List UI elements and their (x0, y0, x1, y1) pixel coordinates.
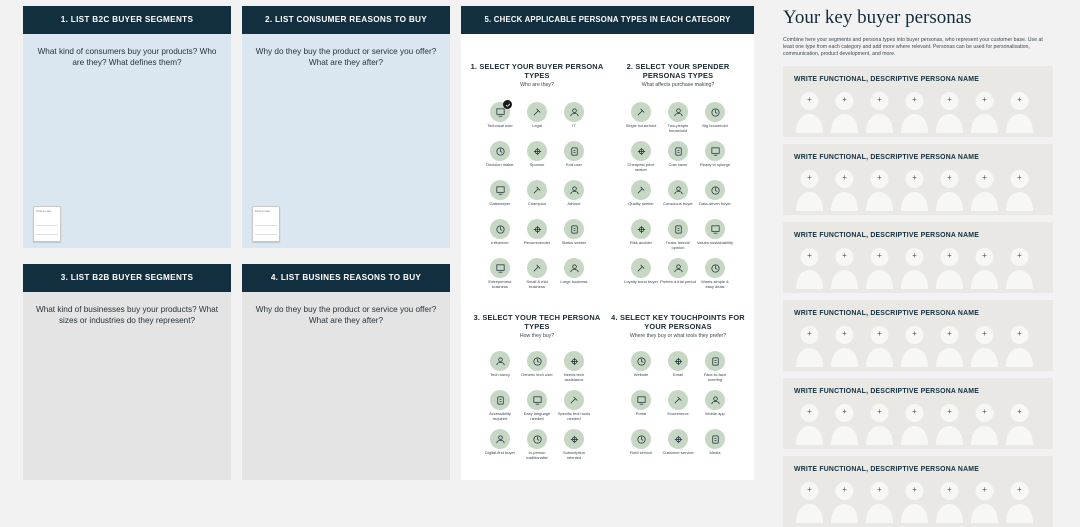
plus-icon: + (877, 95, 882, 104)
category-title: 4. SELECT KEY TOUCHPOINTS FOR YOUR PERSONAS (611, 313, 745, 331)
add-persona-slot[interactable] (1004, 480, 1035, 523)
plus-icon: + (1017, 485, 1022, 494)
persona-type-label: Mobile app (705, 411, 725, 416)
persona-type-option[interactable] (660, 351, 697, 390)
persona-type-label: Conscious buyer (663, 201, 693, 206)
persona-type-label: Values sustainability (697, 240, 733, 245)
add-persona-slot[interactable] (899, 324, 930, 367)
plus-icon: + (982, 173, 987, 182)
category-title: 3. SELECT YOUR TECH PERSONA TYPES (473, 313, 601, 331)
persona-type-option[interactable] (660, 141, 697, 180)
persona-type-label: Loyalty bond buyer (624, 279, 658, 284)
add-persona-slot[interactable] (829, 168, 860, 211)
panel-body[interactable] (242, 34, 450, 248)
persona-type-label: Subscription oriented (562, 450, 585, 460)
persona-type-icon (564, 351, 584, 371)
persona-type-option[interactable] (519, 219, 556, 258)
persona-type-option[interactable] (660, 390, 697, 429)
persona-card[interactable] (783, 66, 1053, 137)
plus-icon: + (842, 329, 847, 338)
plus-icon: + (947, 329, 952, 338)
persona-type-option[interactable] (482, 351, 519, 390)
persona-type-icon (527, 258, 547, 278)
persona-name-field[interactable]: WRITE FUNCTIONAL, DESCRIPTIVE PERSONA NAME (794, 310, 980, 317)
panel-consumer-reasons (242, 6, 450, 248)
persona-type-icon (564, 390, 584, 410)
panel-question: What kind of consumers buy your products? Who are they? What defines them? (37, 47, 217, 67)
persona-type-option[interactable] (623, 219, 660, 258)
icon-grid-tech (467, 351, 607, 468)
icon-grid-spender (608, 102, 748, 297)
persona-type-label: Cost saver (668, 162, 688, 167)
persona-type-option[interactable] (660, 180, 697, 219)
persona-type-option[interactable] (697, 351, 734, 390)
persona-type-label: Ecommerce (667, 411, 689, 416)
sheet-title: 5. CHECK APPLICABLE PERSONA TYPES IN EACH CATEGORY (461, 6, 754, 34)
persona-type-icon (631, 390, 651, 410)
persona-type-label: Two-people household (667, 123, 689, 133)
persona-type-option[interactable] (697, 102, 734, 141)
persona-type-icon (490, 219, 510, 239)
persona-slots (794, 246, 1035, 289)
persona-type-option[interactable] (519, 141, 556, 180)
persona-card[interactable] (783, 456, 1053, 527)
icon-grid-buyer (467, 102, 607, 297)
persona-type-label: Trusts friends' opinion (665, 240, 691, 250)
persona-slots (794, 168, 1035, 211)
add-persona-slot[interactable] (794, 90, 825, 133)
plus-icon: + (877, 329, 882, 338)
persona-type-icon (705, 258, 725, 278)
sticky-note[interactable] (33, 206, 61, 242)
persona-type-label: Cheapest price seeker (627, 162, 655, 172)
persona-type-option[interactable] (556, 180, 593, 219)
panel-question: What kind of businesses buy your products? What sizes or industries do they represent? (35, 305, 219, 325)
add-persona-slot[interactable] (829, 402, 860, 445)
plus-icon: + (912, 485, 917, 494)
add-persona-slot[interactable] (899, 246, 930, 289)
persona-type-option[interactable] (556, 102, 593, 141)
plus-icon: + (947, 251, 952, 260)
persona-type-label: Influencer (491, 240, 509, 245)
persona-type-icon (490, 258, 510, 278)
persona-type-label: Face-to-face meeting (703, 372, 727, 382)
persona-type-label: Website (633, 372, 649, 377)
persona-name-field[interactable]: WRITE FUNCTIONAL, DESCRIPTIVE PERSONA NAME (794, 76, 980, 83)
persona-type-icon (490, 180, 510, 200)
persona-type-label: Quality seeker (628, 201, 654, 206)
add-persona-slot[interactable] (969, 246, 1000, 289)
add-persona-slot[interactable] (829, 246, 860, 289)
persona-name-field[interactable]: WRITE FUNCTIONAL, DESCRIPTIVE PERSONA NAME (794, 388, 980, 395)
persona-type-label: Accessibility required (489, 411, 511, 421)
persona-type-label: Single household (625, 123, 657, 128)
persona-card[interactable] (783, 144, 1053, 215)
plus-icon: + (877, 251, 882, 260)
category-tech-types (467, 313, 607, 339)
sticky-note[interactable] (252, 206, 280, 242)
add-persona-slot[interactable] (934, 246, 965, 289)
persona-type-label: Prefers a trial period (659, 279, 696, 284)
persona-type-icon (668, 219, 688, 239)
plus-icon: + (912, 251, 917, 260)
panel-body[interactable] (23, 34, 231, 248)
add-persona-slot[interactable] (934, 324, 965, 367)
add-persona-slot[interactable] (794, 480, 825, 523)
persona-type-option[interactable] (697, 429, 734, 468)
persona-type-icon (705, 141, 725, 161)
plus-icon: + (842, 95, 847, 104)
persona-type-icon (631, 351, 651, 371)
add-persona-slot[interactable] (969, 402, 1000, 445)
persona-type-option[interactable] (519, 180, 556, 219)
plus-icon: + (982, 485, 987, 494)
add-persona-slot[interactable] (1004, 90, 1035, 133)
plus-icon: + (982, 329, 987, 338)
plus-icon: + (982, 95, 987, 104)
panel-b2b-segments (23, 264, 231, 480)
add-persona-slot[interactable] (934, 168, 965, 211)
persona-type-icon (631, 429, 651, 449)
persona-type-label: Portal (635, 411, 647, 416)
add-persona-slot[interactable] (829, 480, 860, 523)
persona-type-option[interactable] (697, 141, 734, 180)
persona-type-icon (631, 219, 651, 239)
persona-type-icon (631, 102, 651, 122)
plus-icon: + (842, 173, 847, 182)
persona-name-field[interactable]: WRITE FUNCTIONAL, DESCRIPTIVE PERSONA NAME (794, 466, 980, 473)
plus-icon: + (912, 173, 917, 182)
note-label: Post-it note (36, 209, 52, 213)
persona-type-icon (705, 351, 725, 371)
persona-type-option[interactable] (660, 258, 697, 297)
persona-type-option[interactable] (697, 180, 734, 219)
persona-type-icon (668, 390, 688, 410)
add-persona-slot[interactable] (899, 480, 930, 523)
plus-icon: + (912, 95, 917, 104)
persona-type-label: Champion (527, 201, 547, 206)
plus-icon: + (982, 251, 987, 260)
persona-name-field[interactable]: WRITE FUNCTIONAL, DESCRIPTIVE PERSONA NAME (794, 232, 980, 239)
plus-icon: + (842, 485, 847, 494)
plus-icon: + (807, 173, 812, 182)
plus-icon: + (912, 329, 917, 338)
add-persona-slot[interactable] (934, 402, 965, 445)
persona-type-icon (490, 390, 510, 410)
persona-type-icon (564, 429, 584, 449)
category-subtitle: How they buy? (519, 333, 555, 339)
category-subtitle: What affects purchase making? (641, 82, 715, 88)
add-persona-slot[interactable] (864, 402, 895, 445)
persona-type-option[interactable] (660, 429, 697, 468)
plus-icon: + (982, 407, 987, 416)
plus-icon: + (1017, 407, 1022, 416)
panel-title: 3. LIST B2B BUYER SEGMENTS (23, 264, 231, 292)
plus-icon: + (842, 251, 847, 260)
persona-type-icon (668, 258, 688, 278)
persona-slots (794, 480, 1035, 523)
plus-icon: + (1017, 173, 1022, 182)
persona-type-option[interactable] (482, 258, 519, 297)
persona-type-icon (668, 351, 688, 371)
plus-icon: + (807, 485, 812, 494)
persona-type-label: Large business (560, 279, 588, 284)
persona-type-icon (527, 429, 547, 449)
persona-type-label: IT (572, 123, 576, 128)
persona-type-icon (668, 429, 688, 449)
persona-type-icon (527, 180, 547, 200)
persona-type-icon (631, 180, 651, 200)
plus-icon: + (947, 485, 952, 494)
persona-type-label: Sponsor (529, 162, 545, 167)
add-persona-slot[interactable] (794, 402, 825, 445)
persona-type-icon (705, 429, 725, 449)
persona-type-icon (564, 258, 584, 278)
add-persona-slot[interactable] (969, 168, 1000, 211)
persona-type-label: Wants simple & easy deals (701, 279, 729, 289)
persona-type-option[interactable] (623, 141, 660, 180)
persona-type-option[interactable] (482, 180, 519, 219)
persona-type-icon (631, 258, 651, 278)
plus-icon: + (877, 485, 882, 494)
panel-business-reasons (242, 264, 450, 480)
plus-icon: + (877, 173, 882, 182)
persona-type-label: Gatekeeper (489, 201, 511, 206)
persona-type-option[interactable] (623, 390, 660, 429)
persona-type-option[interactable] (482, 429, 519, 468)
add-persona-slot[interactable] (829, 90, 860, 133)
persona-name-field[interactable]: WRITE FUNCTIONAL, DESCRIPTIVE PERSONA NAME (794, 154, 980, 161)
persona-type-icon (668, 180, 688, 200)
persona-type-option[interactable] (623, 258, 660, 297)
persona-type-option[interactable] (519, 390, 556, 429)
persona-type-label: Status seeker (561, 240, 587, 245)
persona-card[interactable] (783, 378, 1053, 449)
add-persona-slot[interactable] (864, 324, 895, 367)
persona-type-option[interactable] (556, 351, 593, 390)
add-persona-slot[interactable] (969, 90, 1000, 133)
persona-type-option[interactable] (697, 219, 734, 258)
persona-card[interactable] (783, 222, 1053, 293)
add-persona-slot[interactable] (934, 480, 965, 523)
persona-type-icon (527, 219, 547, 239)
persona-type-option[interactable] (697, 258, 734, 297)
plus-icon: + (947, 95, 952, 104)
persona-type-icon (564, 180, 584, 200)
persona-type-icon (668, 141, 688, 161)
category-touchpoints (608, 313, 748, 339)
persona-slots (794, 90, 1035, 133)
persona-type-label: Field service (629, 450, 653, 455)
add-persona-slot[interactable] (1004, 324, 1035, 367)
persona-type-label: Easy language needed (523, 411, 551, 421)
panel-title: 1. LIST B2C BUYER SEGMENTS (23, 6, 231, 34)
personas-title: Your key buyer personas (783, 7, 972, 28)
persona-type-option[interactable] (660, 102, 697, 141)
persona-type-label: Media (709, 450, 721, 455)
add-persona-slot[interactable] (864, 246, 895, 289)
persona-type-option[interactable] (697, 390, 734, 429)
personas-description: Combine here your segments and persona types into buyer personas, who represent your customer base. Use at least one type from each category and add more where relevant. Personas can be used for personalisation, communication, product development, and more. (783, 37, 1043, 57)
add-persona-slot[interactable] (969, 480, 1000, 523)
persona-type-label: Advisor (567, 201, 581, 206)
persona-type-option[interactable] (519, 351, 556, 390)
persona-type-option[interactable] (623, 351, 660, 390)
persona-type-label: Generic tech user (521, 372, 553, 377)
persona-type-option[interactable] (556, 141, 593, 180)
persona-type-label: Legal (532, 123, 542, 128)
persona-type-label: Needs tech assistance (563, 372, 585, 382)
persona-type-label: Entrepreneur business (488, 279, 512, 289)
add-persona-slot[interactable] (794, 168, 825, 211)
category-buyer-types (467, 62, 607, 88)
persona-type-label: Decision maker (486, 162, 514, 167)
add-persona-slot[interactable] (829, 324, 860, 367)
add-persona-slot[interactable] (794, 246, 825, 289)
persona-type-option[interactable] (519, 429, 556, 468)
plus-icon: + (807, 407, 812, 416)
persona-type-option[interactable] (623, 180, 660, 219)
persona-slots (794, 324, 1035, 367)
plus-icon: + (947, 173, 952, 182)
plus-icon: + (842, 407, 847, 416)
plus-icon: + (947, 407, 952, 416)
add-persona-slot[interactable] (899, 168, 930, 211)
check-icon (503, 100, 512, 109)
icon-grid-touchpoints (608, 351, 748, 468)
persona-type-label: Digital-first buyer (484, 450, 515, 455)
add-persona-slot[interactable] (899, 402, 930, 445)
persona-type-label: Big household (702, 123, 728, 128)
add-persona-slot[interactable] (1004, 246, 1035, 289)
persona-type-label: End user (565, 162, 582, 167)
plus-icon: + (807, 95, 812, 104)
plus-icon: + (877, 407, 882, 416)
panel-title: 4. LIST BUSINES REASONS TO BUY (242, 264, 450, 292)
persona-type-icon (490, 102, 510, 122)
plus-icon: + (1017, 251, 1022, 260)
persona-slots (794, 402, 1035, 445)
panel-question: Why do they buy the product or service you offer? What are they after? (255, 47, 437, 67)
persona-type-icon (564, 141, 584, 161)
persona-type-label: Small & mid business (526, 279, 548, 289)
panel-body[interactable] (242, 292, 450, 480)
persona-type-label: In-person traditionalist (526, 450, 548, 460)
persona-type-icon (527, 141, 547, 161)
persona-type-label: Tech savvy (490, 372, 510, 377)
panel-body[interactable] (23, 292, 231, 480)
add-persona-slot[interactable] (794, 324, 825, 367)
plus-icon: + (807, 329, 812, 338)
add-persona-slot[interactable] (864, 90, 895, 133)
persona-type-option[interactable] (482, 141, 519, 180)
add-persona-slot[interactable] (1004, 168, 1035, 211)
plus-icon: + (1017, 95, 1022, 104)
persona-type-icon (705, 102, 725, 122)
persona-type-icon (527, 390, 547, 410)
persona-type-icon (631, 141, 651, 161)
persona-type-option[interactable] (482, 219, 519, 258)
add-persona-slot[interactable] (864, 168, 895, 211)
persona-type-option[interactable] (556, 429, 593, 468)
persona-type-option[interactable] (556, 219, 593, 258)
persona-type-icon (527, 102, 547, 122)
persona-type-option[interactable] (482, 390, 519, 429)
category-title: 1. SELECT YOUR BUYER PERSONA TYPES (470, 62, 604, 80)
persona-type-icon (705, 219, 725, 239)
add-persona-slot[interactable] (899, 90, 930, 133)
persona-type-option[interactable] (623, 429, 660, 468)
persona-type-option[interactable] (519, 102, 556, 141)
persona-type-option[interactable] (556, 390, 593, 429)
persona-type-label: Ready to splurge (699, 162, 731, 167)
category-subtitle: Where they buy or what tools they prefer? (629, 333, 727, 339)
persona-type-icon (564, 219, 584, 239)
category-subtitle: Who are they? (520, 82, 554, 88)
persona-type-icon (705, 180, 725, 200)
plus-icon: + (912, 407, 917, 416)
persona-type-label: Customer service (662, 450, 694, 455)
plus-icon: + (1017, 329, 1022, 338)
panel-b2c-segments (23, 6, 231, 248)
add-persona-slot[interactable] (934, 90, 965, 133)
persona-type-icon (490, 141, 510, 161)
persona-type-icon (490, 351, 510, 371)
persona-type-icon (527, 351, 547, 371)
add-persona-slot[interactable] (864, 480, 895, 523)
persona-type-icon (705, 390, 725, 410)
panel-question: Why do they buy the product or service you offer? What are they after? (255, 305, 437, 325)
persona-type-label: Email (672, 372, 683, 377)
persona-type-option[interactable] (519, 258, 556, 297)
persona-type-option[interactable] (660, 219, 697, 258)
persona-type-label: Data-driven buyer (699, 201, 731, 206)
persona-type-icon (668, 102, 688, 122)
persona-type-label: Technical user (487, 123, 513, 128)
persona-type-icon (490, 429, 510, 449)
persona-types-sheet (461, 6, 754, 480)
persona-type-icon (564, 102, 584, 122)
add-persona-slot[interactable] (1004, 402, 1035, 445)
persona-card[interactable] (783, 300, 1053, 371)
persona-type-label: Risk avoider (629, 240, 652, 245)
panel-title: 2. LIST CONSUMER REASONS TO BUY (242, 6, 450, 34)
category-title: 2. SELECT YOUR SPENDER PERSONAS TYPES (626, 62, 730, 80)
persona-type-option[interactable] (623, 102, 660, 141)
add-persona-slot[interactable] (969, 324, 1000, 367)
persona-type-label: Specific tech tools needed (557, 411, 591, 421)
persona-type-label: Recommender (523, 240, 551, 245)
persona-type-option[interactable] (482, 102, 519, 141)
category-spender-types (608, 62, 748, 88)
note-label: Post-it note (255, 209, 271, 213)
persona-type-option[interactable] (556, 258, 593, 297)
plus-icon: + (807, 251, 812, 260)
